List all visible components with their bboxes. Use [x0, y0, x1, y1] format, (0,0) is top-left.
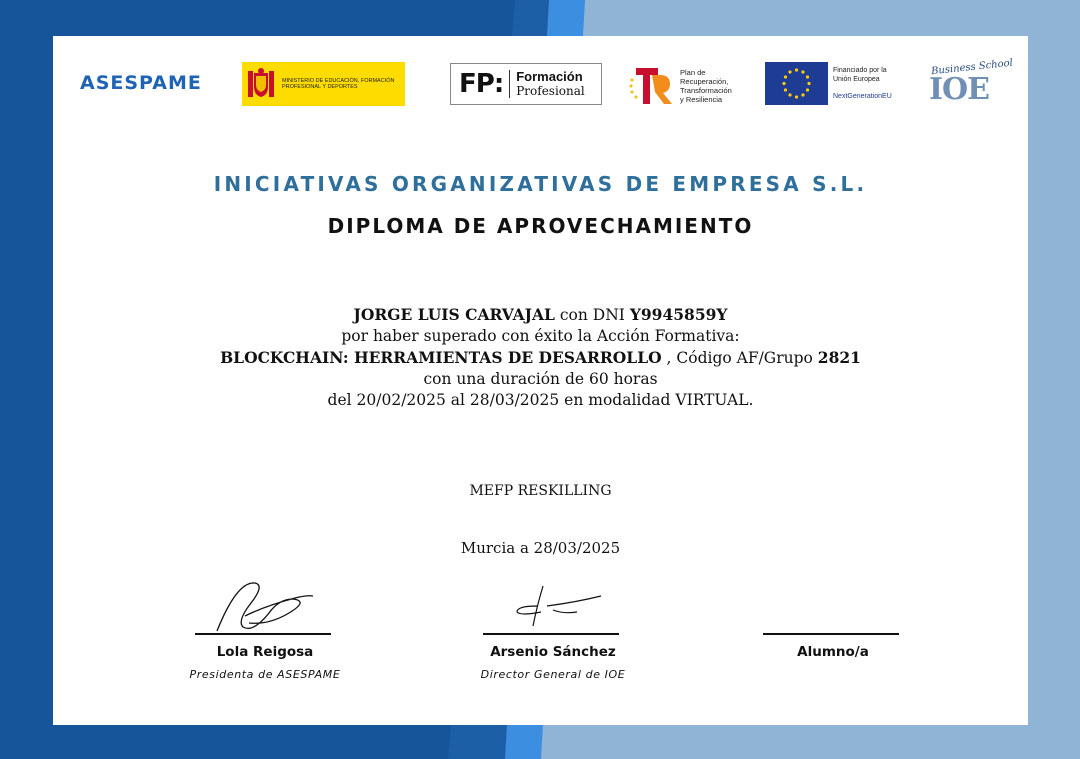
- signer-role: Presidenta de ASESPAME: [189, 668, 341, 681]
- eu-flag-icon: [765, 62, 828, 105]
- fp-line2: Profesional: [516, 84, 585, 98]
- signer-name: Alumno/a: [797, 644, 869, 660]
- certificate-body: [53, 304, 1028, 411]
- fp-mark: FP:: [459, 69, 504, 99]
- signer-name: Lola Reigosa: [216, 644, 314, 660]
- fp-logo: [450, 63, 602, 105]
- dni-label: con DNI: [559, 306, 625, 324]
- coat-of-arms-icon: [246, 67, 276, 101]
- student-dni: Y9945859Y: [629, 305, 728, 324]
- prtr-line1: Plan de: [680, 68, 706, 77]
- program-name: MEFP RESKILLING: [469, 483, 612, 499]
- ioe-script: Business School: [930, 57, 1014, 78]
- signature-line: [763, 633, 899, 635]
- signature-scribble-president: [205, 576, 335, 636]
- prtr-line3: Transformación: [680, 86, 732, 95]
- company-name: INICIATIVAS ORGANIZATIVAS DE EMPRESA S.L.: [213, 172, 868, 196]
- signature-line: [483, 633, 619, 635]
- asespame-logo: ASESPAME: [80, 72, 202, 94]
- prtr-logo: [628, 66, 748, 106]
- achievement-line: por haber superado con éxito la Acción Formativa:: [341, 327, 740, 345]
- signature-scribble-director: [493, 576, 623, 636]
- eu-line1: Financiado por la: [833, 67, 887, 74]
- course-title: BLOCKCHAIN: HERRAMIENTAS DE DESARROLLO: [220, 348, 662, 367]
- place-date: Murcia a 28/03/2025: [460, 539, 621, 557]
- signer-name: Arsenio Sánchez: [490, 644, 616, 660]
- diploma-sheet: [53, 36, 1028, 725]
- diploma-title: DIPLOMA DE APROVECHAMIENTO: [327, 214, 754, 238]
- ministerio-logo: [242, 62, 405, 106]
- prtr-line2: Recuperación,: [680, 77, 729, 86]
- prtr-line4: y Resiliencia: [680, 95, 723, 104]
- ministerio-text: MINISTERIO DE EDUCACIÓN, FORMACIÓN PROFESIONAL Y DEPORTES: [282, 78, 395, 90]
- code-label: , Código AF/Grupo: [666, 349, 813, 367]
- signer-role: Director General de IOE: [480, 668, 626, 681]
- logo-row: [53, 57, 1028, 112]
- ioe-logo: [929, 57, 1014, 108]
- duration-line: con una duración de 60 horas: [423, 370, 658, 388]
- prtr-icon: [628, 66, 676, 106]
- student-name: JORGE LUIS CARVAJAL: [353, 305, 555, 324]
- eu-line3: NextGenerationEU: [833, 93, 892, 100]
- course-code: 2821: [817, 348, 861, 367]
- fp-line1: Formación: [516, 69, 583, 84]
- eu-line2: Unión Europea: [833, 76, 880, 83]
- eu-logo: [765, 62, 915, 106]
- dates-line: del 20/02/2025 al 28/03/2025 en modalidad VIRTUAL.: [327, 391, 754, 409]
- signature-line: [195, 633, 331, 635]
- ioe-letters: IOE: [929, 72, 990, 107]
